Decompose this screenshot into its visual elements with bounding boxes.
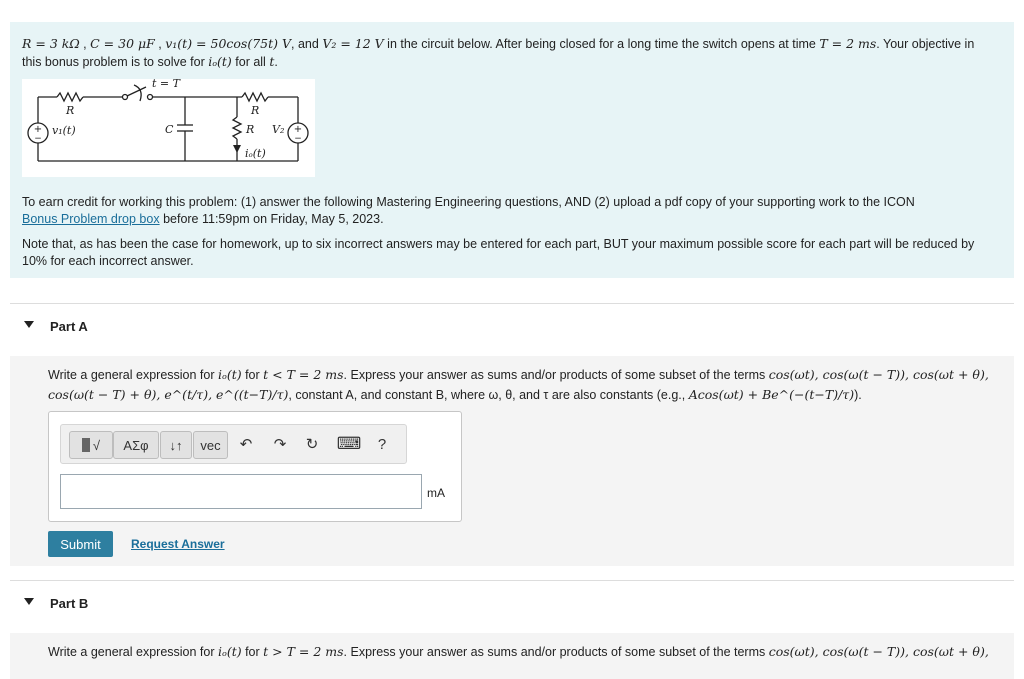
- resistor-1: [57, 93, 83, 101]
- note-text: Note that, as has been the case for homework, up to six incorrect answers may be entered for each part, BUT your maximum possible score for each part will be reduced by 10% for each incorrect answer.: [22, 237, 975, 268]
- request-answer-link[interactable]: Request Answer: [131, 537, 225, 551]
- q-end: ).: [854, 388, 862, 402]
- io-symbol: iₒ(t): [208, 54, 232, 69]
- label-switch: t = T: [152, 79, 180, 90]
- label-r3: R: [251, 104, 260, 117]
- q-const: , constant A, and constant B, where ω, θ, and τ are also constants (e.g.,: [288, 388, 689, 402]
- circuit-diagram: [22, 79, 315, 177]
- param-v2: V₂ = 12 V: [322, 36, 384, 51]
- resistor-3: [242, 93, 268, 101]
- part-b-header[interactable]: [10, 580, 1014, 633]
- statement-a: in the circuit below. After being closed for a long time the switch opens at time: [383, 37, 820, 51]
- circuit-svg: [22, 79, 315, 177]
- label-r2: R: [246, 123, 255, 136]
- units-label: mA: [427, 486, 445, 500]
- keyboard-icon[interactable]: ⌨: [336, 434, 362, 453]
- statement-c: for all: [231, 55, 270, 69]
- label-r1: R: [66, 104, 75, 117]
- q-for: for: [241, 368, 264, 382]
- q-terms2: cos(ω(t − T) + θ), e^(t/τ), e^((t−T)/τ): [48, 387, 289, 402]
- greek-icon: ΑΣφ: [123, 437, 149, 453]
- switch-contact-left: [123, 95, 128, 100]
- param-r: R = 3 kΩ: [22, 36, 80, 51]
- part-a-title: Part A: [50, 319, 88, 334]
- part-a-question: [48, 365, 1003, 405]
- collapse-caret-icon[interactable]: [24, 598, 34, 605]
- q-for: for: [241, 645, 264, 659]
- q-io: iₒ(t): [218, 644, 242, 659]
- help-icon[interactable]: ?: [377, 435, 387, 453]
- label-c: C: [165, 123, 174, 136]
- q-example: Acos(ωt) + Be^(−(t−T)/τ): [688, 387, 855, 402]
- credit-instructions: To earn credit for working this problem: (1) answer the following Mastering Engineering questions, AND (2) upload a pdf copy of your supporting work to the ICON: [22, 195, 915, 209]
- part-a-header[interactable]: [10, 303, 1014, 356]
- q-io: iₒ(t): [218, 367, 242, 382]
- deadline-text: before 11:59pm on Friday, May 5, 2023.: [159, 212, 384, 226]
- q-cond: t < T = 2 ms: [263, 367, 344, 382]
- label-v2: V₂: [272, 123, 285, 136]
- resistor-2: [233, 117, 241, 139]
- switch-arrow: [134, 85, 141, 101]
- redo-icon[interactable]: ↷: [273, 436, 287, 453]
- v1-minus: −: [34, 134, 42, 144]
- templates-button[interactable]: [69, 431, 113, 459]
- part-b-title: Part B: [50, 596, 89, 611]
- q-pre: Write a general expression for: [48, 368, 218, 382]
- statement-b: . Your objective in this bonus problem is to solve for: [22, 37, 975, 69]
- label-v1: v₁(t): [52, 124, 76, 137]
- vec-label: vec: [200, 437, 221, 453]
- dropbox-link[interactable]: Bonus Problem drop box: [22, 212, 160, 226]
- param-t: T = 2 ms: [819, 36, 877, 51]
- q-pre: Write a general expression for: [48, 645, 218, 659]
- reset-icon[interactable]: ↻: [305, 436, 319, 453]
- v2-minus: −: [294, 134, 302, 144]
- sqrt-icon: √: [92, 437, 101, 453]
- problem-statement: [10, 22, 1014, 278]
- undo-icon[interactable]: ↶: [239, 436, 253, 453]
- collapse-caret-icon[interactable]: [24, 321, 34, 328]
- v1-plus: +: [33, 124, 43, 135]
- q-mid: . Express your answer as sums and/or products of some subset of the terms: [343, 368, 769, 382]
- arrows-icon: ↓↑: [169, 437, 183, 453]
- part-b-body: [10, 633, 1014, 679]
- answer-input[interactable]: [60, 474, 422, 509]
- q-cond: t > T = 2 ms: [263, 644, 344, 659]
- part-a-body: [10, 356, 1014, 566]
- answer-box: [48, 411, 462, 522]
- q-mid: . Express your answer as sums and/or products of some subset of the terms: [343, 645, 769, 659]
- problem-text: R = 3 kΩ , C = 30 μF , v₁(t) = 50cos(75t) V, and V₂ = 12 V in the circuit below. After being closed for a long time the switch opens at time T = 2 ms. Your objective in this bonus problem is to solve for iₒ(t) for all t.: [22, 36, 975, 69]
- t-symbol: t: [269, 54, 275, 69]
- templates-icon: [82, 438, 90, 452]
- label-io: iₒ(t): [245, 147, 266, 160]
- greek-button[interactable]: [113, 431, 159, 459]
- submit-button[interactable]: Submit: [48, 531, 113, 557]
- credit-text: [22, 194, 997, 228]
- switch-arm: [127, 87, 146, 96]
- param-c: C = 30 μF: [90, 36, 155, 51]
- vec-button[interactable]: [193, 431, 228, 459]
- q-terms1: cos(ωt), cos(ω(t − T)), cos(ωt + θ),: [768, 367, 989, 382]
- param-v1: v₁(t) = 50cos(75t) V: [165, 36, 292, 51]
- part-b-question: [48, 642, 1003, 662]
- switch-contact-right: [148, 95, 153, 100]
- q-terms1: cos(ωt), cos(ω(t − T)), cos(ωt + θ),: [768, 644, 989, 659]
- arrows-button[interactable]: [160, 431, 192, 459]
- math-toolbar: [60, 424, 407, 464]
- v2-plus: +: [293, 124, 303, 135]
- current-arrow: [233, 145, 241, 153]
